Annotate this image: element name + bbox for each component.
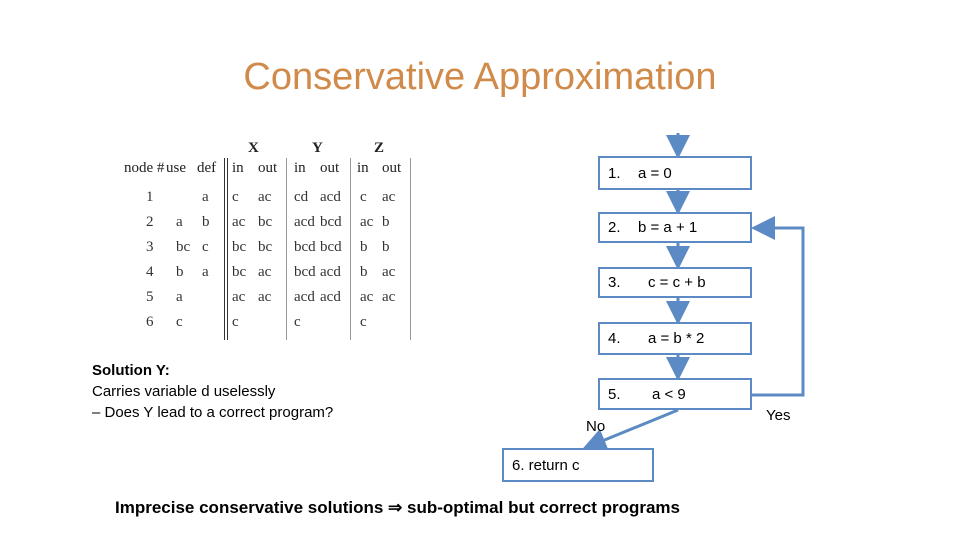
flow-node-2-number: 2. [608,219,621,236]
table-cell: a [176,289,183,305]
flow-node-5-statement: a < 9 [652,385,686,403]
table-cell: c [294,314,301,330]
table-cell: c [360,189,367,205]
table-cell: a [202,264,209,280]
table-cell: 5 [146,289,154,305]
flow-node-4-statement: a = b * 2 [648,330,705,347]
footer-statement: Imprecise conservative solutions ⇒ sub-optimal but correct programs [115,498,681,517]
table-cell: bcd [320,239,342,255]
table-cell: ac [258,289,272,305]
table-cell: b [202,214,210,230]
flow-node-3-statement: c = c + b [648,274,706,291]
table-cell: 6 [146,314,154,330]
table-cell: bcd [294,264,316,280]
table-cell: ac [382,289,396,305]
table-cell: ac [382,264,396,280]
flow-node-5 [598,378,752,410]
table-cell: bc [232,264,247,280]
solution-line-1: Carries variable d uselessly [92,383,276,400]
table-cell: b [176,264,184,280]
table-cell: acd [294,214,315,230]
col-header-def: def [197,160,217,176]
slide-title: Conservative Approximation [243,56,717,98]
table-cell: bc [232,239,247,255]
flow-node-3 [598,267,752,298]
table-cell: acd [320,189,341,205]
table-cell: acd [294,289,315,305]
table-cell: c [176,314,183,330]
table-cell: cd [294,189,309,205]
flow-node-1-number: 1. [608,164,621,182]
table-cell: ac [232,214,246,230]
flow-node-6-statement: 6. return c [512,456,580,474]
table-cell: b [382,214,390,230]
flow-node-2 [598,212,752,243]
table-cell: bc [258,239,273,255]
flow-node-5-number: 5. [608,385,621,403]
flow-node-1-statement: a = 0 [638,164,672,182]
table-cell: c [360,314,367,330]
col-header-use: use [166,160,186,176]
col-header-x-in: in [232,160,244,176]
table-cell: 3 [146,239,154,255]
table-cell: ac [258,264,272,280]
table-cell: 2 [146,214,154,230]
flow-node-4-number: 4. [608,330,621,347]
solution-heading: Solution Y: [92,362,170,379]
table-cell: c [232,314,239,330]
solution-line-2: – Does Y lead to a correct program? [92,404,334,421]
table-cell: b [360,264,368,280]
table-cell: 4 [146,264,154,280]
flow-node-3-number: 3. [608,274,621,291]
flow-node-4 [598,322,752,355]
table-cell: a [202,189,209,205]
table-cell: c [232,189,239,205]
table-cell: ac [360,214,374,230]
table-cell: bc [176,239,191,255]
col-header-z-out: out [382,160,402,176]
table-cell: ac [232,289,246,305]
flow-node-1 [598,156,752,190]
col-header-z-in: in [357,160,369,176]
edge-5-2-yes [752,228,803,395]
table-cell: bcd [294,239,316,255]
flow-node-6 [502,448,654,482]
group-header-x: X [248,140,259,156]
table-cell: 1 [146,189,154,205]
group-header-y: Y [312,140,323,156]
flow-node-2-statement: b = a + 1 [638,219,698,236]
table-cell: ac [382,189,396,205]
group-header-z: Z [374,140,385,156]
col-header-x-out: out [258,160,278,176]
table-cell: bcd [320,214,342,230]
table-cell: ac [360,289,374,305]
table-cell: b [382,239,390,255]
col-header-y-in: in [294,160,306,176]
col-header-y-out: out [320,160,340,176]
table-cell: bc [258,214,273,230]
table-cell: b [360,239,368,255]
table-cell: c [202,239,209,255]
table-cell: ac [258,189,272,205]
edge-label-no: No [586,418,606,435]
table-cell: a [176,214,183,230]
table-cell: acd [320,289,341,305]
col-header-node: node # [124,160,165,176]
table-cell: acd [320,264,341,280]
edge-label-yes: Yes [766,407,791,424]
